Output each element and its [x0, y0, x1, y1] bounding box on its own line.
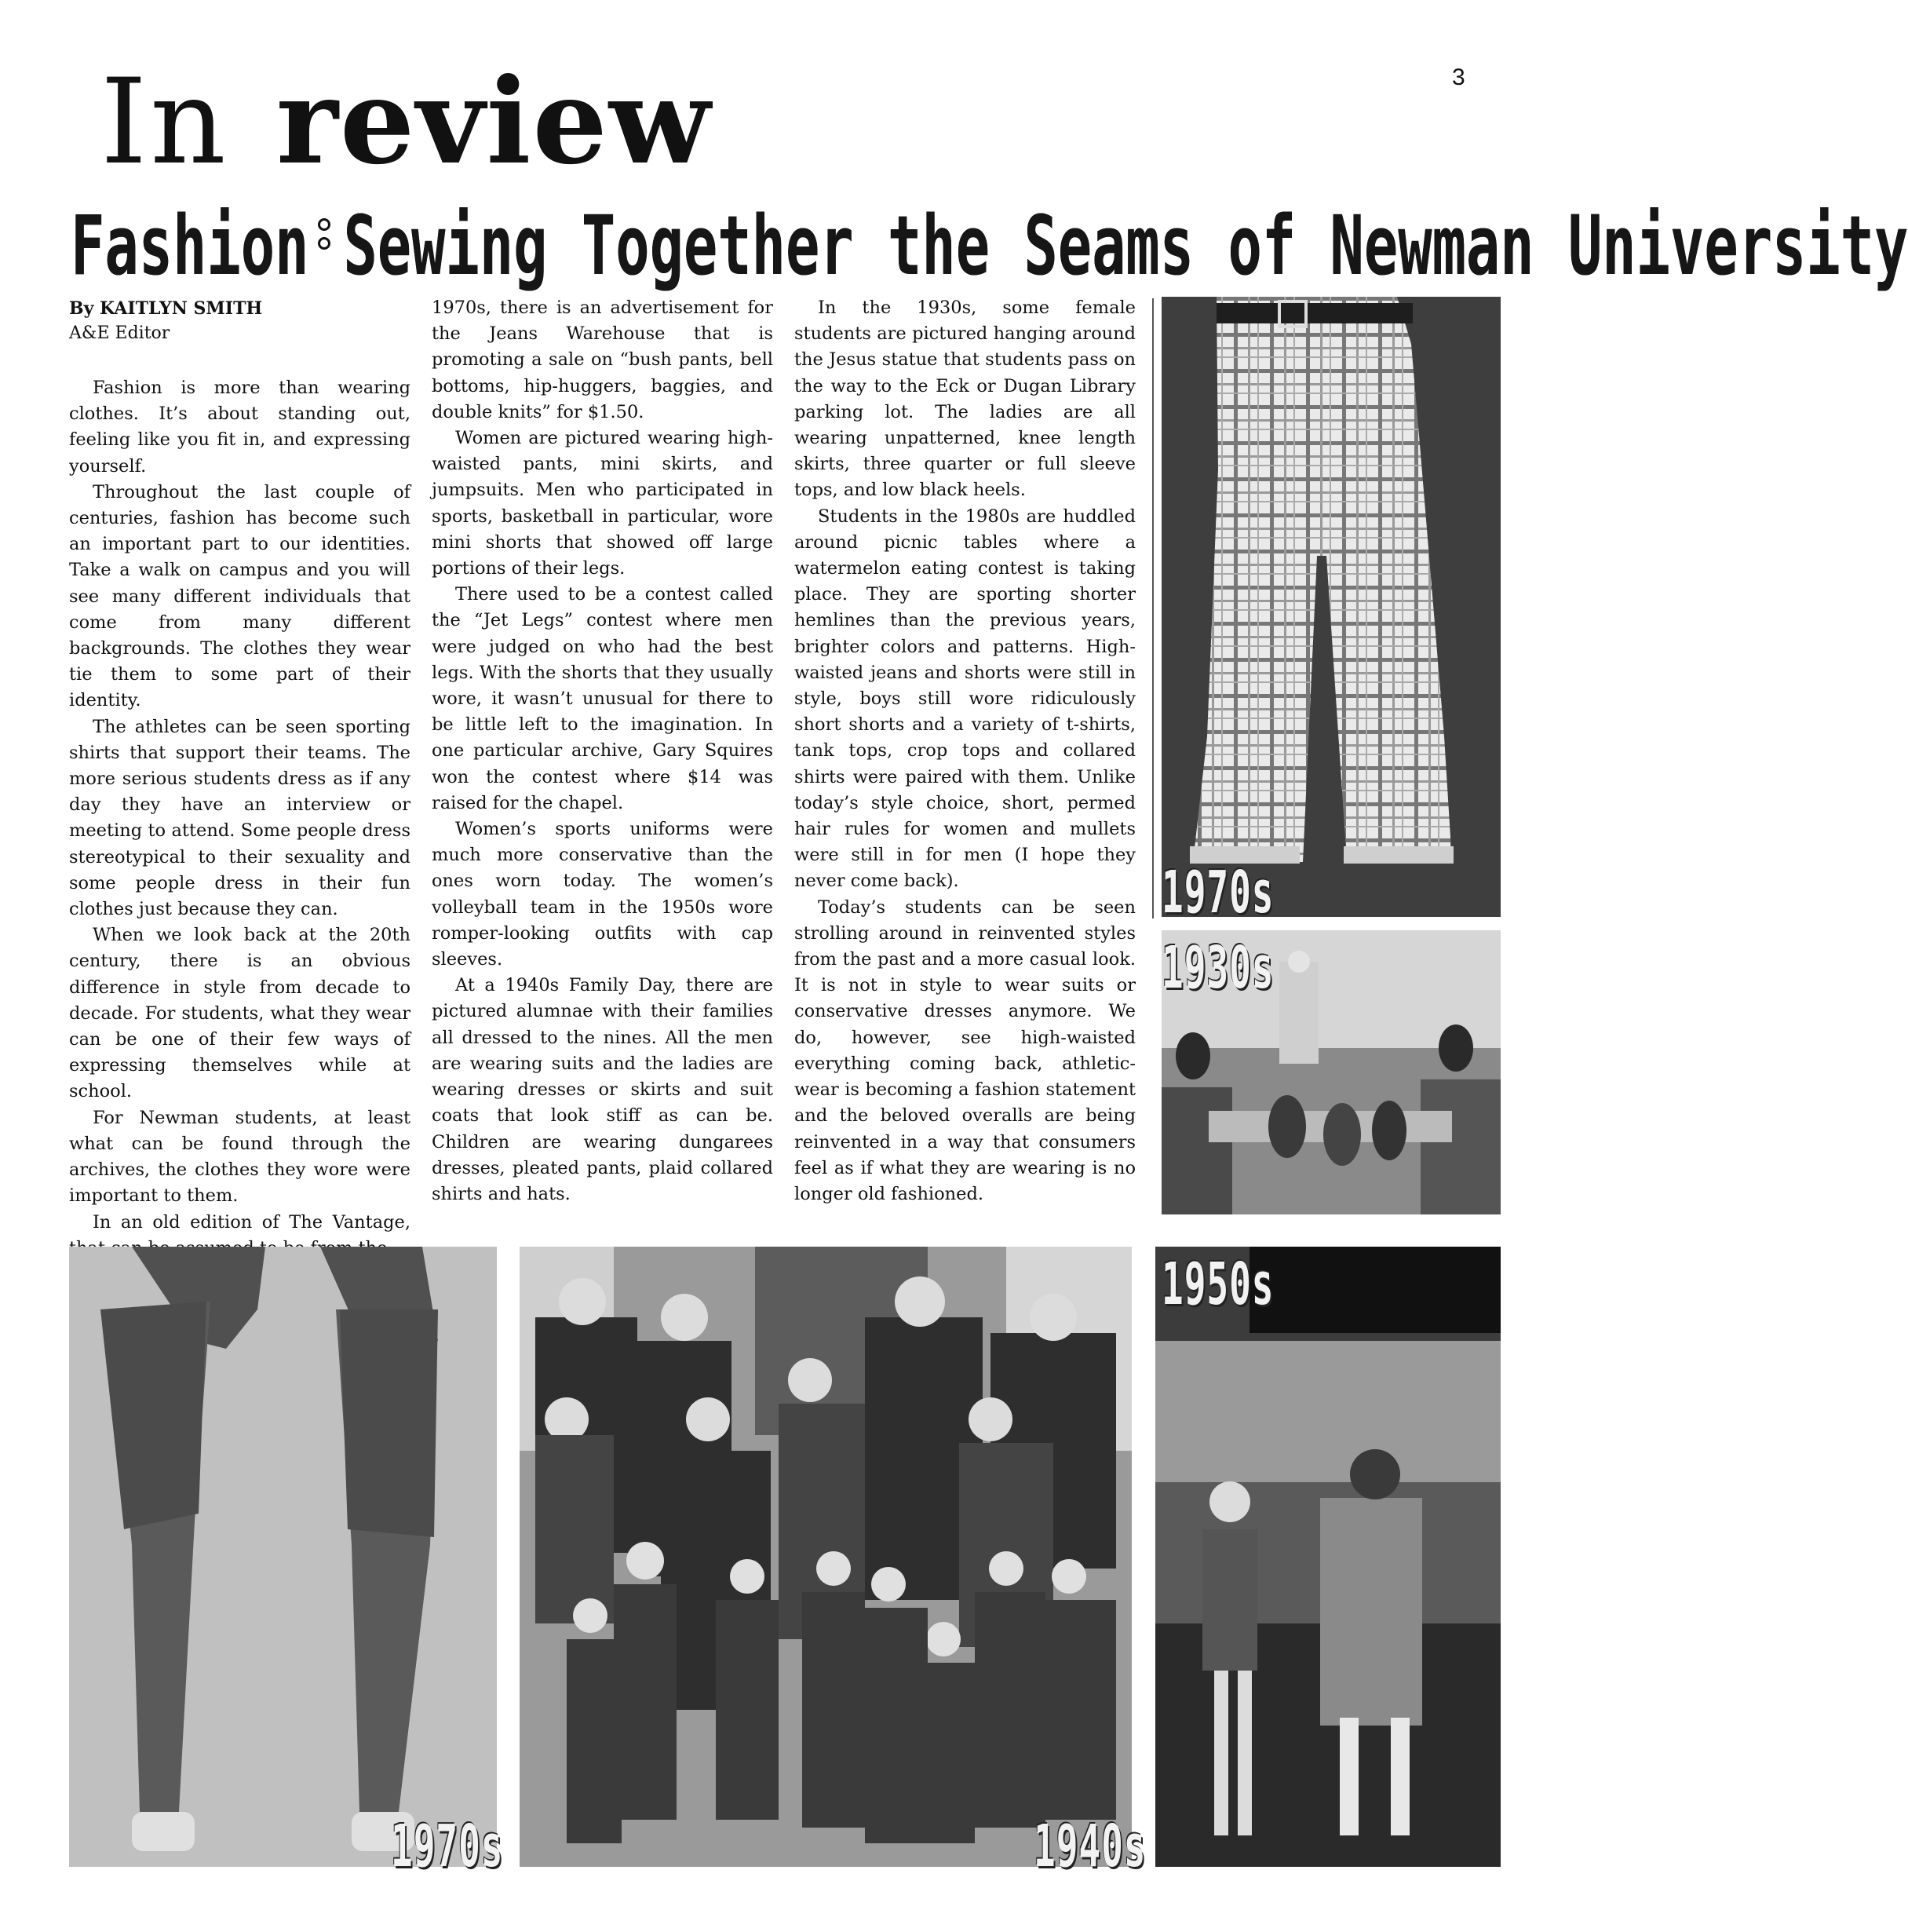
paragraph: Women are pictured wearing high-waisted pants, mini skirts, and jumpsuits. Men who participated in sports, basketball in particular, wore mini shorts that showed off large portions of their legs. [432, 428, 773, 579]
paragraph: 1970s, there is an advertisement for the Jeans Warehouse that is promoting a sale on “bush pants, bell bottoms, hip-huggers, baggies, and double knits” for $1.50. [432, 298, 773, 422]
paragraph: When we look back at the 20th century, there is an obvious difference in style from decade to decade. For students, what they wear can be one of their few ways of expressing themselves while at school. [69, 925, 410, 1102]
article-column-2 [432, 295, 773, 1207]
paragraph: In an old edition of The Vantage, [93, 1211, 410, 1233]
plaid-pants-image [1162, 297, 1501, 917]
photo-label: 1970s [391, 1812, 504, 1880]
volleyball-image [1155, 1247, 1501, 1867]
masthead-word-review: review [275, 53, 713, 191]
paragraph: The athletes can be seen sporting shirts that support their teams. The more serious students dress as if any day they have an interview or meeting to attend. Some people dress stereotypical to their sexuality and some people dress in their fun clothes just because they can. [69, 716, 410, 920]
photo-plaid-pants [1162, 297, 1501, 926]
headline [71, 198, 1908, 294]
button-separator-icon [318, 215, 334, 256]
article-column-3 [794, 295, 1136, 1207]
paragraph: Throughout the last couple of centuries, fashion has become such an important part to our identities. Take a walk on campus and you will see many different individuals that come from many different backgrounds. The clothes they wear tie them to some part of their identity. [69, 481, 410, 711]
page-number: 3 [1452, 64, 1465, 90]
photo-family-day [520, 1247, 1147, 1880]
column-divider [1152, 298, 1154, 919]
photo-label: 1930s [1162, 933, 1275, 1002]
paragraph: Today’s students can be seen strolling around in reinvented styles from the past and a more casual look. It is not in style to wear suits or conservative dresses anymore. We do, however, see high-waisted everything coming back, athletic-wear is becoming a fashion statement and the beloved overalls are being reinvented in a way that consumers feel as if what they are wearing is no longer old fashioned. [794, 897, 1136, 1204]
paragraph: Fashion is more than wearing clothes. It’s about standing out, feeling like you fit in, and expressing yourself. [69, 378, 410, 477]
photo-legs [69, 1247, 504, 1880]
byline-role: A&E Editor [69, 323, 170, 343]
photo-volleyball [1155, 1247, 1501, 1867]
legs-image [69, 1247, 497, 1867]
paragraph: Women’s sports uniforms were much more conservative than the ones worn today. The women’s volleyball team in the 1950s wore romper-looking outfits with cap sleeves. [432, 819, 773, 970]
paragraph: For Newman students, at least what can be found through the archives, the clothes they wore were important to them. [69, 1107, 410, 1207]
masthead-word-in: In [100, 54, 229, 191]
byline-author: By KAITLYN SMITH [69, 298, 263, 319]
paragraph: At a 1940s Family Day, there are pictured alumnae with their families all dressed to the nines. All the men are wearing suits and the ladies are wearing dresses or skirts and suit coats that look stiff as can be. Children are wearing dungarees dresses, pleated pants, plaid collared shirts and hats. [432, 975, 773, 1204]
article-column-1 [69, 375, 410, 1262]
photo-label: 1940s [1034, 1812, 1147, 1880]
headline-part-1: Fashion [71, 198, 309, 294]
headline-part-2: Sewing Together the Seams of Newman University [343, 198, 1908, 294]
paragraph: Students in the 1980s are huddled around picnic tables where a watermelon eating contest is taking place. They are sporting shorter hemlines than the previous years, brighter colors and patterns. High-waisted jeans and shorts were still in style, boys still wore ridiculously short shorts and a variety of t-shirts, tank tops, crop tops and collared shirts were paired with them. Unlike today’s style choice, short, permed hair rules for women and mullets were still in for men (I hope they never come back). [794, 506, 1136, 892]
family-day-image [520, 1247, 1132, 1867]
photo-label: 1970s [1162, 858, 1275, 926]
masthead [100, 53, 713, 204]
paragraph: There used to be a contest called the “Jet Legs” contest where men were judged on who had the best legs. With the shorts that they usually wore, it wasn’t unusual for there to be little left to the imagination. In one particular archive, Gary Squires won the contest where $14 was raised for the chapel. [432, 584, 773, 813]
paragraph: In the 1930s, some female students are pictured hanging around the Jesus statue that students pass on the way to the Eck or Dugan Library parking lot. The ladies are all wearing unpatterned, knee length skirts, three quarter or full sleeve tops, and low black heels. [794, 298, 1136, 501]
photo-label: 1950s [1162, 1250, 1275, 1318]
photo-statue-students [1162, 930, 1501, 1214]
